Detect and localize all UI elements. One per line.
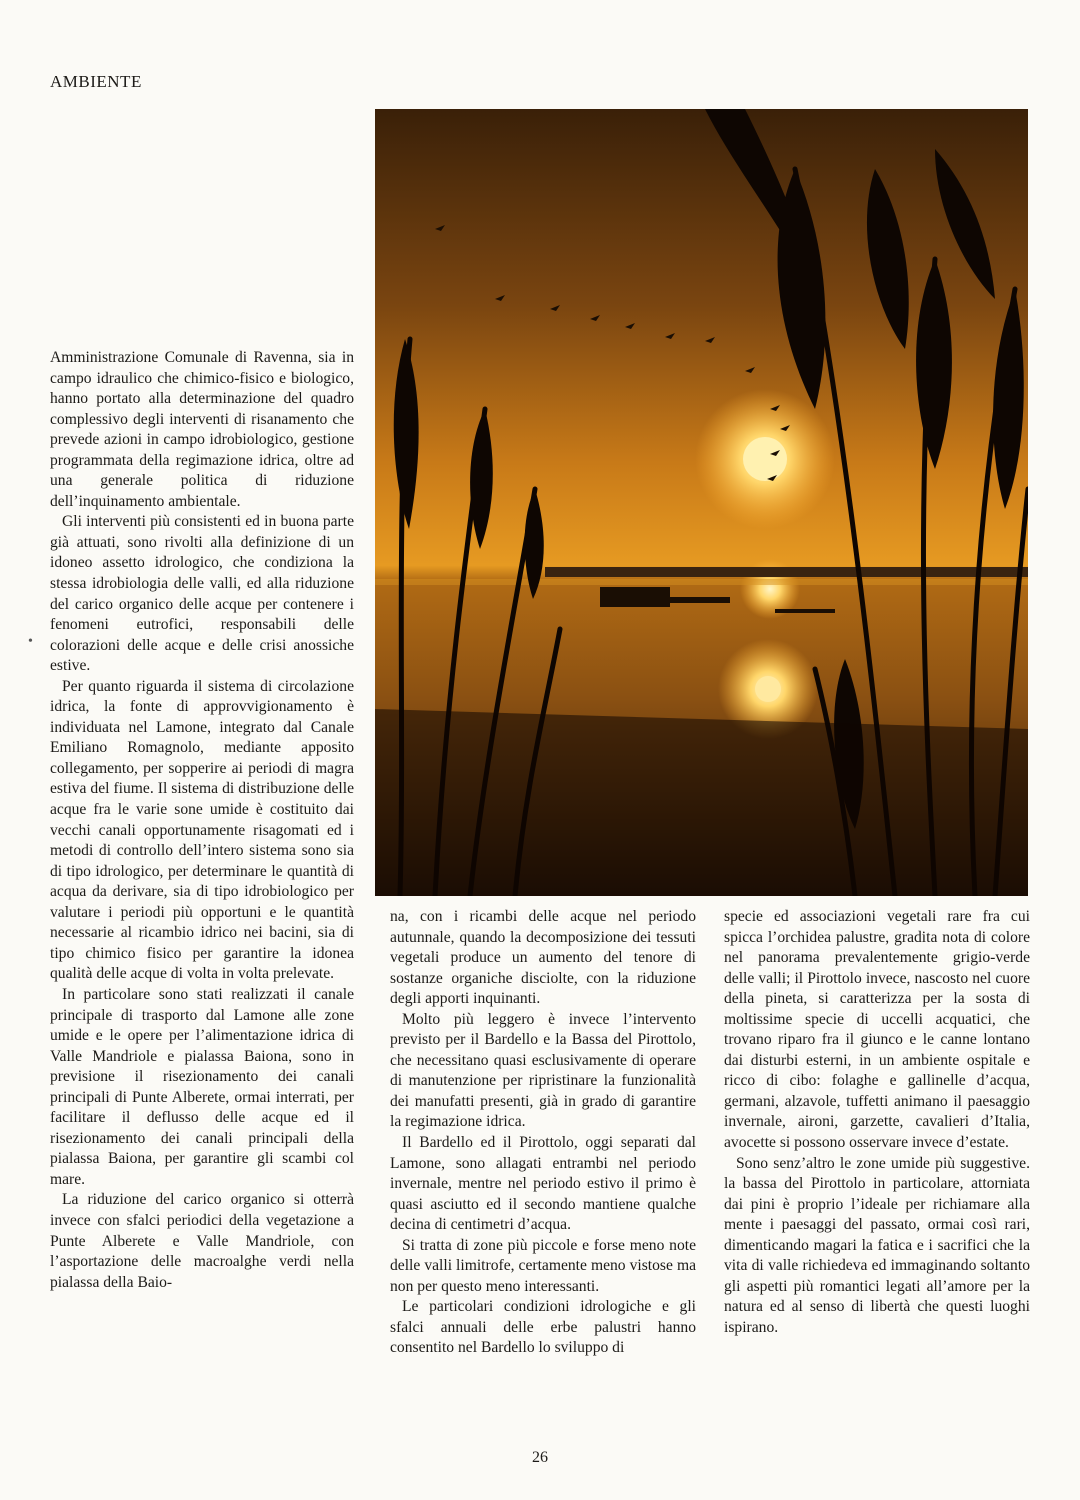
text-column-1	[50, 348, 354, 1293]
text-column-2	[390, 907, 696, 1359]
margin-dot: •	[28, 634, 33, 649]
sunset-lagoon-photo	[375, 109, 1028, 896]
paragraph: In particolare sono stati realizzati il canale principale di trasporto dal Lamone alle zone umide e le opere per l’alimentazione idrica di Valle Mandriole e pialassa Baiona, sono in previsione il risezionamento dei canali principali di Punte Alberete, ormai interrati, per facilitare il deflusso delle acque ed il risezionamento dei canali principali della pialassa Baiona, per garantire gli scambi col mare.	[50, 985, 354, 1188]
paragraph: Le particolari condizioni idrologiche e gli sfalci annuali delle erbe palustri hanno consentito nel Bardello lo sviluppo di	[390, 1298, 696, 1357]
paragraph: Amministrazione Comunale di Ravenna, sia in campo idraulico che chimico-fisico e biologico, hanno portato alla determinazione del quadro complessivo degli interventi di risanamento che prevede azioni in campo idrobiologico, gestione programmata della regimazione idrica, oltre ad una generale politica di riduzione dell’inquinamento ambientale.	[50, 349, 354, 510]
paragraph: Per quanto riguarda il sistema di circolazione idrica, la fonte di approvvigionamento è individuata nel Lamone, integrato dal Canale Emiliano Romagnolo, mediante apposito collegamento, per sopperire ai periodi di magra estiva del fiume. Il sistema di distribuzione delle acque fra le varie sone umide è costituito dai vecchi canali opportunamente risagomati ed i metodi di controllo dell’intero sistema sono sia di tipo idrologico, per determinare le quantità di acqua da derivare, sia di tipo idrobiologico per valutare i periodi più opportuni e le quantità necessarie al ricambio idrico nei bacini, sia di tipo chimico fisico per garantire la idonea qualità delle acque di volta in volta prelevate.	[50, 677, 354, 983]
paragraph: Il Bardello ed il Pirottolo, oggi separati dal Lamone, sono allagati entrambi nel periodo invernale, mentre nel periodo estivo il primo è quasi asciutto ed il secondo mantiene qualche decina di centimetri d’acqua.	[390, 1134, 696, 1234]
text-column-3	[724, 907, 1030, 1338]
paragraph: Gli interventi più consistenti ed in buona parte già attuati, sono rivolti alla definizione di un idoneo assetto idrologico, che condiziona la stessa idrobiologia delle valli, ed alla riduzione del carico organico delle acque per contenere i fenomeni eutrofici, responsabili delle colorazioni delle acque e delle crisi anossiche estive.	[50, 513, 354, 675]
photo-illustration	[375, 109, 1028, 896]
paragraph: La riduzione del carico organico si otterrà invece con sfalci periodici della vegetazione a Punte Alberete e Valle Mandriole, con l’asportazione delle macroalghe verdi nella pialassa della Baio-	[50, 1191, 354, 1291]
paragraph: specie ed associazioni vegetali rare fra cui spicca l’orchidea palustre, gradita nota di colore nel panorama prevalentemente grigio-verde delle valli; il Pirottolo invece, nascosto nel cuore della pineta, si caratterizza per la sosta di moltissime specie di uccelli acquatici, che trovano riparo fra il giunco e le canne lontano dai disturbi esterni, in un ambiente ospitale e ricco di cibo: folaghe e gallinelle d’acqua, germani, alzavole, tuffetti animano il paesaggio invernale, aironi, garzette, cavalieri d’Italia, avocette si possono osservare invece d’estate.	[724, 908, 1030, 1152]
paragraph: na, con i ricambi delle acque nel periodo autunnale, quando la decomposizione dei tessuti vegetali produce un aumento del tenore di sostanze organiche disciolte, con la riduzione degli apporti inquinanti.	[390, 908, 696, 1008]
page-number: 26	[532, 1449, 548, 1466]
paragraph: Sono senz’altro le zone umide più suggestive. la bassa del Pirottolo in particolare, attorniata dai pini è proprio l’ideale per richiamare alla mente i paesaggi del passato, ormai così rari, dimenticando magari la fatica e i sacrifici che la vita di valle richiedeva ed immaginando soltanto gli aspetti più romantici legati all’amore per la natura ed al senso di libertà che questi luoghi ispirano.	[724, 1154, 1030, 1336]
section-label: AMBIENTE	[50, 72, 142, 91]
paragraph: Si tratta di zone più piccole e forse meno note delle valli limitrofe, certamente meno vistose ma non per questo meno interessanti.	[390, 1236, 696, 1295]
paragraph: Molto più leggero è invece l’intervento previsto per il Bardello e la Bassa del Pirottolo, che necessitano quasi esclusivamente di operare di manutenzione per ripristinare la funzionalità dei manufatti presenti, già in grado di garantire la regimazione idrica.	[390, 1010, 696, 1131]
